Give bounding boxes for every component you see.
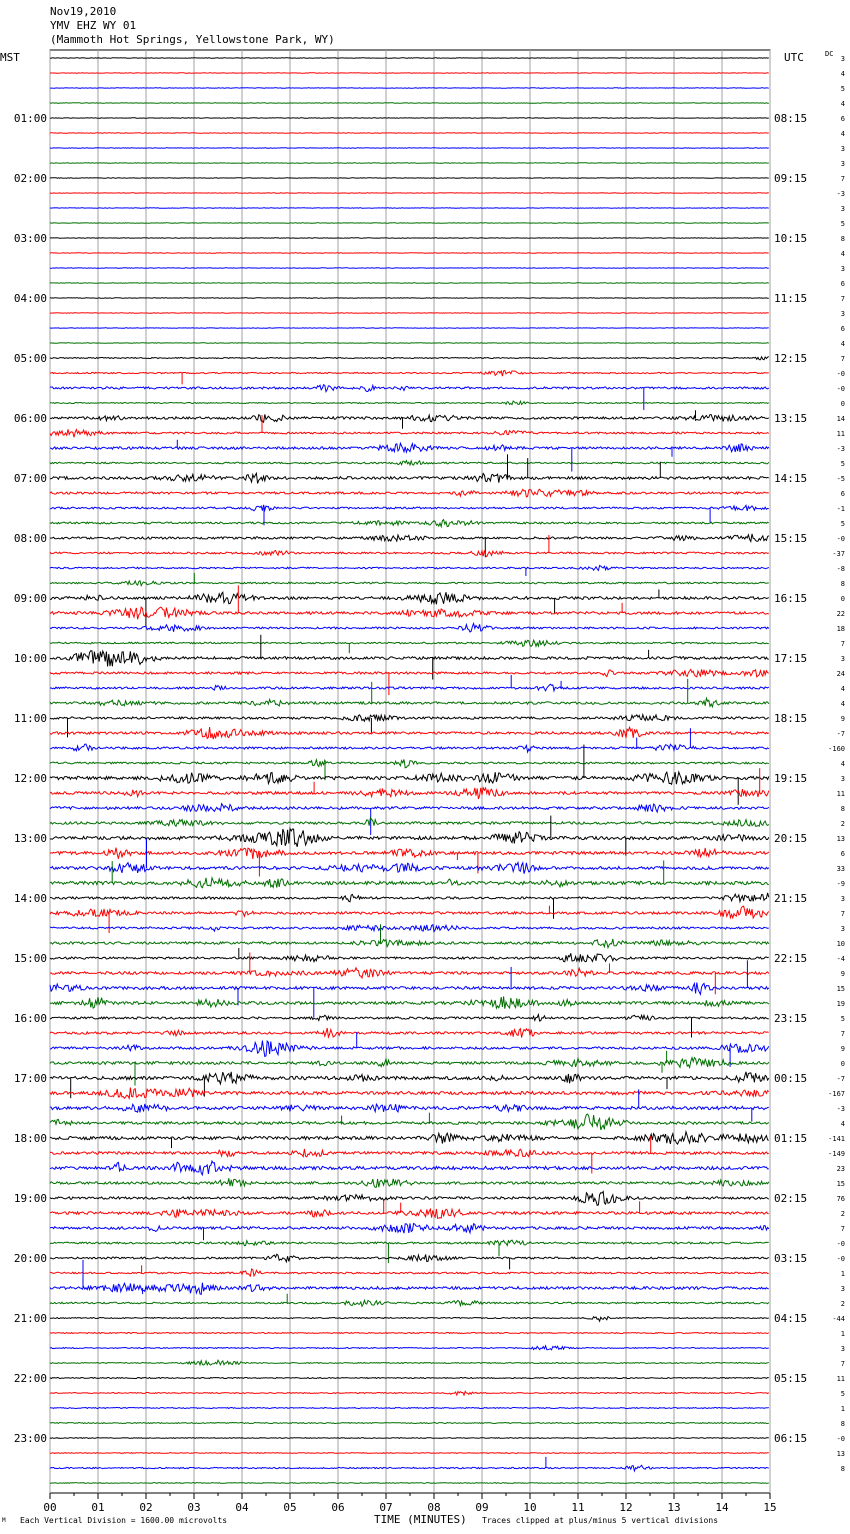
- dc-offset-value: 3: [840, 55, 845, 63]
- seismic-trace: [50, 1360, 769, 1365]
- utc-hour-label: 06:15: [774, 1432, 808, 1445]
- seismic-trace: [50, 1058, 769, 1068]
- seismic-trace: [50, 1114, 769, 1130]
- seismic-trace: [50, 1269, 769, 1276]
- dc-offset-value: 15: [836, 985, 845, 993]
- x-tick-label: 02: [139, 1501, 153, 1514]
- plot-frame: [50, 50, 770, 1493]
- seismic-trace: [50, 953, 769, 962]
- dc-offset-value: 3: [840, 1285, 845, 1293]
- dc-offset-value: 9: [840, 970, 845, 978]
- x-tick-label: 14: [715, 1501, 729, 1514]
- header-location: (Mammoth Hot Springs, Yellowstone Park, WY): [50, 33, 335, 46]
- seismic-trace: [50, 489, 769, 497]
- mst-hour-label: 16:00: [13, 1012, 47, 1025]
- seismic-trace: [50, 505, 769, 511]
- mst-hour-label: 13:00: [13, 832, 47, 845]
- seismic-trace: [50, 925, 769, 932]
- seismic-trace: [50, 1161, 769, 1175]
- scale-note: Each Vertical Division = 1600.00 microvolts: [20, 1516, 228, 1525]
- mst-hour-label: 15:00: [13, 952, 47, 965]
- seismic-trace: [50, 715, 769, 722]
- x-axis-title: TIME (MINUTES): [374, 1513, 467, 1526]
- utc-hour-label: 16:15: [774, 592, 808, 605]
- dc-offset-value: 18: [836, 625, 845, 633]
- dc-offset-value: -4: [836, 955, 845, 963]
- dc-offset-value: 11: [836, 1375, 845, 1383]
- seismic-trace: [50, 640, 769, 646]
- seismic-trace: [50, 371, 769, 377]
- dc-offset-value: -3: [836, 445, 845, 453]
- dc-offset-value: 5: [840, 220, 845, 228]
- dc-offset-value: 8: [840, 805, 845, 813]
- dc-offset-value: 3: [840, 205, 845, 213]
- seismic-trace: [50, 939, 769, 948]
- dc-offset-value: 7: [840, 295, 845, 303]
- seismic-trace: [50, 401, 769, 405]
- dc-offset-value: 4: [840, 1120, 845, 1128]
- dc-offset-value: 3: [840, 310, 845, 318]
- dc-offset-value: 76: [836, 1195, 845, 1203]
- dc-offset-value: 2: [840, 1210, 845, 1218]
- left-axis-label: MST: [0, 51, 20, 64]
- seismic-trace: [50, 1465, 769, 1471]
- seismic-traces: [50, 58, 769, 1484]
- dc-offset-value: 9: [840, 715, 845, 723]
- seismic-trace: [50, 1240, 769, 1246]
- seismic-trace: [50, 473, 769, 483]
- dc-offset-value: 11: [836, 790, 845, 798]
- seismic-trace: [50, 607, 769, 619]
- x-tick-label: 01: [91, 1501, 105, 1514]
- seismic-trace: [50, 357, 769, 360]
- dc-offset-value: 13: [836, 835, 845, 843]
- seismic-trace: [50, 698, 769, 707]
- seismic-trace: [50, 1149, 769, 1157]
- seismic-trace: [50, 1438, 769, 1439]
- x-tick-label: 15: [763, 1501, 777, 1514]
- seismic-trace: [50, 788, 769, 799]
- dc-offset-value: 3: [840, 775, 845, 783]
- mst-hour-label: 02:00: [13, 172, 47, 185]
- seismic-trace: [50, 818, 769, 827]
- seismic-trace: [50, 669, 769, 677]
- dc-offset-value: 19: [836, 1000, 845, 1008]
- dc-offset-value: -0: [836, 1255, 845, 1263]
- dc-offset-value: -0: [836, 1240, 845, 1248]
- seismic-trace: [50, 684, 769, 691]
- dc-offset-value: 3: [840, 265, 845, 273]
- seismic-trace: [50, 1283, 769, 1295]
- seismic-trace: [50, 1378, 769, 1379]
- seismic-trace: [50, 893, 769, 902]
- utc-hour-label: 17:15: [774, 652, 808, 665]
- seismic-trace: [50, 566, 769, 571]
- corner-mark: M: [2, 1517, 6, 1524]
- dc-offset-value: 6: [840, 850, 845, 858]
- dc-offset-value: 4: [840, 760, 845, 768]
- mst-hour-label: 23:00: [13, 1432, 47, 1445]
- utc-hour-label: 02:15: [774, 1192, 808, 1205]
- dc-offset-value: 7: [840, 1030, 845, 1038]
- dc-offset-value: 0: [840, 1060, 845, 1068]
- dc-offset-value: 5: [840, 520, 845, 528]
- seismic-trace: [50, 1224, 769, 1234]
- seismic-trace: [50, 1041, 769, 1057]
- seismic-trace: [50, 863, 769, 874]
- dc-offset-value: -160: [828, 745, 845, 753]
- x-tick-label: 09: [475, 1501, 489, 1514]
- dc-offset-value: -7: [836, 730, 845, 738]
- dc-offset-value: -8: [836, 565, 845, 573]
- seismic-trace: [50, 848, 769, 859]
- dc-offset-value: -149: [828, 1150, 845, 1158]
- header-date: Nov19,2010: [50, 5, 117, 18]
- dc-offset-value: 5: [840, 1015, 845, 1023]
- dc-offset-value: 15: [836, 1180, 845, 1188]
- dc-offset-value: 2: [840, 1300, 845, 1308]
- dc-offset-value: -0: [836, 535, 845, 543]
- dc-offset-value: 4: [840, 100, 845, 108]
- right-axis-label: UTC: [784, 51, 804, 64]
- utc-hour-label: 14:15: [774, 472, 808, 485]
- dc-offset-value: 7: [840, 910, 845, 918]
- dc-offset-value: -9: [836, 880, 845, 888]
- seismic-trace: [50, 829, 769, 847]
- dc-offset-value: 3: [840, 655, 845, 663]
- dc-offset-value: -7: [836, 1075, 845, 1083]
- seismic-trace: [50, 385, 769, 392]
- utc-hour-label: 20:15: [774, 832, 808, 845]
- utc-hour-label: 22:15: [774, 952, 808, 965]
- dc-label: DC: [825, 50, 834, 58]
- utc-hour-label: 10:15: [774, 232, 808, 245]
- utc-hour-label: 12:15: [774, 352, 808, 365]
- seismic-trace: [50, 996, 769, 1008]
- seismic-trace: [50, 1072, 769, 1084]
- utc-hour-label: 11:15: [774, 292, 808, 305]
- dc-offset-value: -3: [836, 1105, 845, 1113]
- mst-hour-label: 14:00: [13, 892, 47, 905]
- x-tick-label: 03: [187, 1501, 201, 1514]
- mst-hour-label: 09:00: [13, 592, 47, 605]
- dc-offset-value: 6: [840, 490, 845, 498]
- seismic-trace: [50, 727, 769, 739]
- seismic-trace: [50, 804, 769, 812]
- seismic-trace: [50, 443, 769, 452]
- dc-offset-value: 23: [836, 1165, 845, 1173]
- dc-offset-value: 3: [840, 1345, 845, 1353]
- dc-offset-value: 3: [840, 160, 845, 168]
- mst-hour-label: 19:00: [13, 1192, 47, 1205]
- dc-offset-value: 8: [840, 1420, 845, 1428]
- seismic-trace: [50, 1333, 769, 1334]
- dc-offset-value: 1: [840, 1405, 845, 1413]
- mst-hour-label: 21:00: [13, 1312, 47, 1325]
- dc-offset-value: 5: [840, 460, 845, 468]
- dc-offset-value: 11: [836, 430, 845, 438]
- x-tick-label: 08: [427, 1501, 441, 1514]
- dc-offset-value: 8: [840, 1465, 845, 1473]
- dc-offset-value: -0: [836, 370, 845, 378]
- dc-offset-value: 10: [836, 940, 845, 948]
- seismic-trace: [50, 551, 769, 557]
- dc-offset-value: 0: [840, 400, 845, 408]
- dc-offset-value: -0: [836, 385, 845, 393]
- dc-offset-value: -167: [828, 1090, 845, 1098]
- dc-offset-value: 4: [840, 340, 845, 348]
- x-tick-label: 12: [619, 1501, 633, 1514]
- x-tick-label: 10: [523, 1501, 537, 1514]
- utc-hour-label: 19:15: [774, 772, 808, 785]
- dc-offset-value: 8: [840, 235, 845, 243]
- dc-offset-value: 7: [840, 1225, 845, 1233]
- clip-note: Traces clipped at plus/minus 5 vertical divisions: [482, 1516, 719, 1525]
- seismic-trace: [50, 744, 769, 752]
- mst-hour-label: 12:00: [13, 772, 47, 785]
- utc-hour-label: 04:15: [774, 1312, 808, 1325]
- seismic-trace: [50, 983, 769, 995]
- seismic-trace: [50, 1178, 769, 1187]
- seismic-trace: [50, 1317, 769, 1322]
- seismic-trace: [50, 624, 769, 633]
- dc-offset-value: -37: [832, 550, 845, 558]
- dc-offset-value: 0: [840, 595, 845, 603]
- dc-offset-value: 33: [836, 865, 845, 873]
- seismic-trace: [50, 968, 769, 978]
- mst-hour-label: 07:00: [13, 472, 47, 485]
- dc-offset-value: 7: [840, 175, 845, 183]
- seismic-trace: [50, 1408, 769, 1409]
- seismic-trace: [50, 651, 769, 667]
- seismic-trace: [50, 1300, 769, 1306]
- dc-offset-value: 6: [840, 280, 845, 288]
- mst-hour-label: 17:00: [13, 1072, 47, 1085]
- seismic-trace: [50, 1209, 769, 1218]
- seismic-trace: [50, 1015, 769, 1022]
- seismic-trace: [50, 1104, 769, 1113]
- mst-hour-label: 06:00: [13, 412, 47, 425]
- dc-offset-value: 3: [840, 145, 845, 153]
- x-tick-label: 05: [283, 1501, 297, 1514]
- seismic-trace: [50, 1423, 769, 1424]
- dc-offset-value: 6: [840, 115, 845, 123]
- dc-offset-value: 14: [836, 415, 845, 423]
- x-tick-label: 07: [379, 1501, 393, 1514]
- seismic-trace: [50, 1192, 769, 1206]
- dc-offset-value: 7: [840, 1360, 845, 1368]
- seismic-trace: [50, 534, 769, 542]
- dc-offset-value: -141: [828, 1135, 845, 1143]
- utc-hour-label: 21:15: [774, 892, 808, 905]
- utc-hour-label: 23:15: [774, 1012, 808, 1025]
- dc-offset-value: 7: [840, 640, 845, 648]
- dc-offset-value: 13: [836, 1450, 845, 1458]
- utc-hour-label: 18:15: [774, 712, 808, 725]
- dc-offset-value: 6: [840, 325, 845, 333]
- dc-offset-value: 24: [836, 670, 845, 678]
- dc-offset-value: 9: [840, 1045, 845, 1053]
- dc-offset-value: -3: [836, 190, 845, 198]
- seismic-trace: [50, 1132, 769, 1144]
- seismic-trace: [50, 1391, 769, 1395]
- dc-offset-value: 4: [840, 130, 845, 138]
- seismic-trace: [50, 461, 769, 465]
- dc-offset-value: -44: [832, 1315, 845, 1323]
- seismic-trace: [50, 1453, 769, 1454]
- dc-offset-value: -0: [836, 1435, 845, 1443]
- mst-hour-label: 04:00: [13, 292, 47, 305]
- seismic-trace: [50, 878, 769, 888]
- dc-offset-value: -5: [836, 475, 845, 483]
- mst-hour-label: 05:00: [13, 352, 47, 365]
- seismic-trace: [50, 1254, 769, 1262]
- mst-hour-label: 08:00: [13, 532, 47, 545]
- dc-offset-value: 4: [840, 685, 845, 693]
- seismic-trace: [50, 1346, 769, 1350]
- utc-hour-label: 09:15: [774, 172, 808, 185]
- dc-offset-value: 3: [840, 895, 845, 903]
- dc-offset-value: 8: [840, 580, 845, 588]
- mst-hour-label: 01:00: [13, 112, 47, 125]
- utc-hour-label: 01:15: [774, 1132, 808, 1145]
- utc-hour-label: 03:15: [774, 1252, 808, 1265]
- dc-offset-value: 3: [840, 925, 845, 933]
- x-tick-label: 00: [43, 1501, 57, 1514]
- seismic-trace: [50, 581, 769, 586]
- mst-hour-label: 10:00: [13, 652, 47, 665]
- utc-hour-label: 00:15: [774, 1072, 808, 1085]
- x-tick-label: 11: [571, 1501, 585, 1514]
- seismic-trace: [50, 414, 769, 422]
- dc-offset-value: 1: [840, 1330, 845, 1338]
- seismic-trace: [50, 520, 769, 527]
- dc-offset-value: 4: [840, 250, 845, 258]
- dc-offset-value: 5: [840, 85, 845, 93]
- axis-labels: [14, 55, 845, 1514]
- seismic-trace: [50, 1088, 769, 1099]
- seismic-trace: [50, 1028, 769, 1038]
- mst-hour-label: 20:00: [13, 1252, 47, 1265]
- mst-hour-label: 22:00: [13, 1372, 47, 1385]
- seismic-trace: [50, 592, 769, 604]
- x-tick-label: 06: [331, 1501, 345, 1514]
- dc-offset-value: 4: [840, 70, 845, 78]
- utc-hour-label: 15:15: [774, 532, 808, 545]
- x-tick-label: 04: [235, 1501, 249, 1514]
- seismic-trace: [50, 429, 769, 437]
- dc-offset-value: 5: [840, 1390, 845, 1398]
- dc-offset-value: -1: [836, 505, 845, 513]
- dc-offset-value: 2: [840, 820, 845, 828]
- dc-offset-value: 1: [840, 1270, 845, 1278]
- utc-hour-label: 13:15: [774, 412, 808, 425]
- x-tick-label: 13: [667, 1501, 681, 1514]
- dc-offset-value: 4: [840, 700, 845, 708]
- seismic-trace: [50, 772, 769, 784]
- header-station: YMV EHZ WY 01: [50, 19, 137, 32]
- dc-offset-value: 7: [840, 355, 845, 363]
- utc-hour-label: 05:15: [774, 1372, 808, 1385]
- seismic-trace: [50, 906, 769, 918]
- dc-offset-value: 22: [836, 610, 845, 618]
- seismic-trace: [50, 1483, 769, 1484]
- seismic-trace: [50, 759, 769, 767]
- utc-hour-label: 08:15: [774, 112, 808, 125]
- mst-hour-label: 03:00: [13, 232, 47, 245]
- mst-hour-label: 18:00: [13, 1132, 47, 1145]
- mst-hour-label: 11:00: [13, 712, 47, 725]
